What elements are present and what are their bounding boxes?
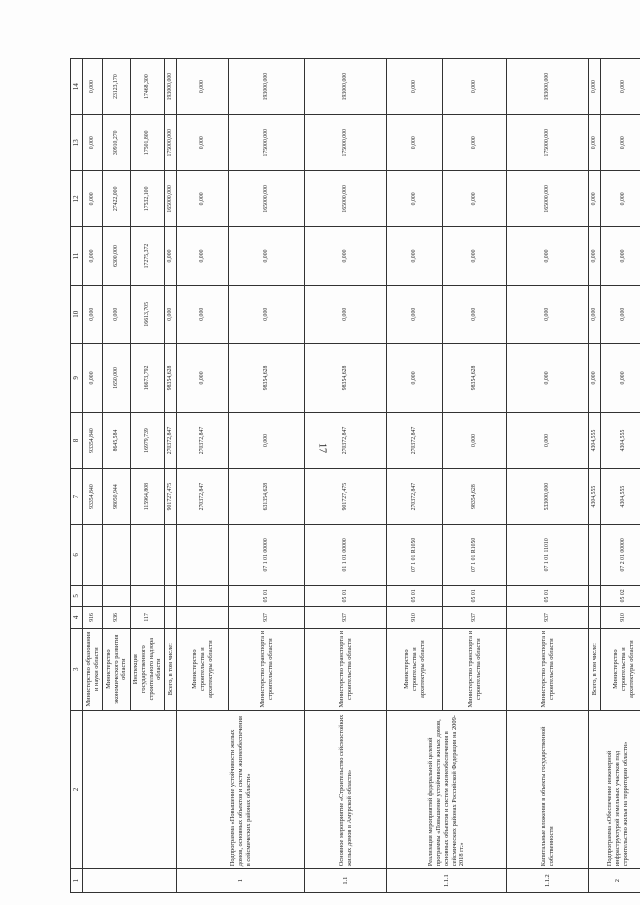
row-number: 1.1.2 [507, 869, 589, 893]
rotated-table-container [70, 58, 635, 893]
column-header-3: 3 [71, 628, 83, 710]
column-header-11: 11 [71, 227, 83, 285]
column-header-6: 6 [71, 525, 83, 585]
value-cell-col7: 901727,475 [165, 469, 177, 525]
executor-cell: Министерство транспорта и строительства области [507, 628, 589, 710]
value-cell-col6: 07 1 01 00000 [229, 525, 305, 585]
value-cell-col14: 193000,000 [165, 59, 177, 115]
row-number: 1.1 [305, 869, 387, 893]
value-cell-col11: 0,000 [601, 227, 640, 285]
value-cell-col10: 0,000 [443, 285, 507, 343]
column-header-2: 2 [71, 710, 83, 869]
value-cell-col7: 270372,847 [387, 469, 443, 525]
value-cell-col7: 115964,808 [131, 469, 165, 525]
value-cell-col10: 0,000 [387, 285, 443, 343]
value-cell-col10: 0,000 [103, 285, 131, 343]
value-cell-col10: 0,000 [177, 285, 229, 343]
value-cell-col9: 98354,628 [229, 343, 305, 412]
value-cell-col4: 916 [83, 607, 103, 629]
value-cell-col8: 0,000 [229, 412, 305, 468]
value-cell-col12: 17532,100 [131, 171, 165, 227]
value-cell-col4: 936 [103, 607, 131, 629]
executor-cell: Министерство транспорта и строительства области [305, 628, 387, 710]
value-cell-col4: 937 [507, 607, 589, 629]
value-cell-col5: 05 01 [387, 585, 443, 607]
value-cell-col8: 270372,847 [165, 412, 177, 468]
value-cell-col14: 0,000 [83, 59, 103, 115]
value-cell-col11: 0,000 [443, 227, 507, 285]
value-cell-col12: 27422,000 [103, 171, 131, 227]
row-number: 1.1.1 [387, 869, 507, 893]
column-header-5: 5 [71, 585, 83, 607]
program-name: Капитальные вложения в объекты государственной собственности [507, 710, 589, 869]
value-cell-col10: 0,000 [507, 285, 589, 343]
table-row [177, 59, 229, 893]
value-cell-col11: 0,000 [589, 227, 601, 285]
value-cell-col8: 0,000 [507, 412, 589, 468]
row-number [83, 869, 177, 893]
value-cell-col9: 0,000 [177, 343, 229, 412]
value-cell-col9: 98354,628 [165, 343, 177, 412]
value-cell-col13: 0,000 [443, 115, 507, 171]
value-cell-col6: 07 1 01 R1050 [443, 525, 507, 585]
value-cell-col14: 0,000 [177, 59, 229, 115]
value-cell-col5: 05 01 [229, 585, 305, 607]
value-cell-col11: 0,000 [507, 227, 589, 285]
row-number: 2 [589, 869, 640, 893]
column-header-1: 1 [71, 869, 83, 893]
value-cell-col5 [177, 585, 229, 607]
executor-cell: Министерство образования и науки области [83, 628, 103, 710]
value-cell-col5 [83, 585, 103, 607]
table-row [589, 59, 601, 893]
value-cell-col4 [165, 607, 177, 629]
value-cell-col6 [589, 525, 601, 585]
header-row [71, 59, 83, 893]
value-cell-col12: 165000,000 [165, 171, 177, 227]
value-cell-col13: 0,000 [601, 115, 640, 171]
program-name: Реализация мероприятий федеральной целевой программы «Повышение устойчивости жилых домов, основных объектов и систем жизнеобеспечения в сейсмических районах Российской Федерации на 2009-2018 гг.» [387, 710, 507, 869]
column-header-12: 12 [71, 171, 83, 227]
value-cell-col12: 0,000 [601, 171, 640, 227]
value-cell-col11: 0,000 [165, 227, 177, 285]
value-cell-col4: 937 [443, 607, 507, 629]
value-cell-col11: 17275,372 [131, 227, 165, 285]
value-cell-col10: 0,000 [83, 285, 103, 343]
program-name: Подпрограмма «Обеспечение инженерной инфраструктурой земельных участков под строительство жилья на территории области» [589, 710, 640, 869]
executor-cell: Всего, в том числе: [165, 628, 177, 710]
value-cell-col4 [177, 607, 229, 629]
value-cell-col9: 1650,000 [103, 343, 131, 412]
table-row [507, 59, 589, 893]
value-cell-col12: 0,000 [177, 171, 229, 227]
column-header-13: 13 [71, 115, 83, 171]
value-cell-col12: 0,000 [83, 171, 103, 227]
value-cell-col8: 270372,847 [387, 412, 443, 468]
value-cell-col11: 0,000 [229, 227, 305, 285]
table-row [387, 59, 443, 893]
value-cell-col5: 05 01 [443, 585, 507, 607]
value-cell-col6: 07 2 01 00000 [601, 525, 640, 585]
value-cell-col12: 0,000 [387, 171, 443, 227]
value-cell-col9: 0,000 [507, 343, 589, 412]
value-cell-col7: 98050,944 [103, 469, 131, 525]
value-cell-col12: 165000,000 [305, 171, 387, 227]
value-cell-col14: 0,000 [443, 59, 507, 115]
value-cell-col9: 98354,628 [305, 343, 387, 412]
executor-cell: Министерство экономического развития области [103, 628, 131, 710]
program-name: Основное мероприятие «Строительство сейсмостойких жилых домов в Амурской области» [305, 710, 387, 869]
value-cell-col13: 175000,000 [305, 115, 387, 171]
value-cell-col9: 98354,628 [443, 343, 507, 412]
value-cell-col14: 23123,170 [103, 59, 131, 115]
column-header-8: 8 [71, 412, 83, 468]
value-cell-col6: 07 1 01 R1050 [387, 525, 443, 585]
value-cell-col14: 17468,300 [131, 59, 165, 115]
program-name: Подпрограмма «Повышение устойчивости жилых домов, основных объектов и систем жизнеобеспечения в сейсмических районах области» [177, 710, 305, 869]
value-cell-col6 [103, 525, 131, 585]
value-cell-col5: 05 01 [305, 585, 387, 607]
executor-cell: Инспекция государственного строительного надзора области [131, 628, 165, 710]
page-number: 17 [316, 443, 328, 453]
value-cell-col7: 98354,628 [443, 469, 507, 525]
executor-cell: Министерство строительства и архитектуры области [387, 628, 443, 710]
column-header-9: 9 [71, 343, 83, 412]
executor-cell: Министерство строительства и архитектуры области [601, 628, 640, 710]
value-cell-col5 [589, 585, 601, 607]
value-cell-col13: 30910,270 [103, 115, 131, 171]
value-cell-col11: 0,000 [305, 227, 387, 285]
value-cell-col12: 0,000 [443, 171, 507, 227]
value-cell-col7: 270372,847 [177, 469, 229, 525]
value-cell-col6 [83, 525, 103, 585]
value-cell-col9: 0,000 [589, 343, 601, 412]
value-cell-col6 [177, 525, 229, 585]
value-cell-col11: 0,000 [387, 227, 443, 285]
value-cell-col4: 910 [387, 607, 443, 629]
value-cell-col10: 0,000 [305, 285, 387, 343]
value-cell-col14: 193000,000 [305, 59, 387, 115]
value-cell-col12: 165000,000 [229, 171, 305, 227]
value-cell-col4: 117 [131, 607, 165, 629]
value-cell-col8: 4304,555 [601, 412, 640, 468]
executor-cell: Всего, в том числе: [589, 628, 601, 710]
value-cell-col9: 0,000 [83, 343, 103, 412]
value-cell-col4 [589, 607, 601, 629]
column-header-7: 7 [71, 469, 83, 525]
value-cell-col8: 270372,847 [305, 412, 387, 468]
value-cell-col5: 05 01 [507, 585, 589, 607]
column-header-10: 10 [71, 285, 83, 343]
value-cell-col8: 8645,584 [103, 412, 131, 468]
value-cell-col8: 0,000 [443, 412, 507, 468]
value-cell-col13: 0,000 [83, 115, 103, 171]
value-cell-col13: 17501,800 [131, 115, 165, 171]
value-cell-col9: 0,000 [601, 343, 640, 412]
value-cell-col8: 16979,739 [131, 412, 165, 468]
value-cell-col5: 05 02 [601, 585, 640, 607]
value-cell-col14: 193000,000 [507, 59, 589, 115]
value-cell-col13: 0,000 [177, 115, 229, 171]
value-cell-col13: 0,000 [387, 115, 443, 171]
value-cell-col5 [103, 585, 131, 607]
value-cell-col13: 175000,000 [229, 115, 305, 171]
value-cell-col4: 910 [601, 607, 640, 629]
row-number: 1 [177, 869, 305, 893]
table-row [83, 59, 103, 893]
value-cell-col9: 0,000 [387, 343, 443, 412]
value-cell-col10: 0,000 [165, 285, 177, 343]
value-cell-col10: 0,000 [589, 285, 601, 343]
value-cell-col6 [131, 525, 165, 585]
value-cell-col10: 0,000 [229, 285, 305, 343]
value-cell-col7: 533000,000 [507, 469, 589, 525]
value-cell-col10: 0,000 [601, 285, 640, 343]
value-cell-col5 [165, 585, 177, 607]
executor-cell: Министерство транспорта и строительства области [443, 628, 507, 710]
column-header-4: 4 [71, 607, 83, 629]
value-cell-col14: 193000,000 [229, 59, 305, 115]
value-cell-col13: 175000,000 [507, 115, 589, 171]
value-cell-col11: 0,000 [83, 227, 103, 285]
value-cell-col13: 175000,000 [165, 115, 177, 171]
value-cell-col7: 93354,840 [83, 469, 103, 525]
value-cell-col6: 07 1 01 11010 [507, 525, 589, 585]
value-cell-col10: 16613,705 [131, 285, 165, 343]
value-cell-col8: 93354,840 [83, 412, 103, 468]
value-cell-col12: 0,000 [589, 171, 601, 227]
executor-cell: Министерство строительства и архитектуры области [177, 628, 229, 710]
value-cell-col7: 4304,555 [601, 469, 640, 525]
value-cell-col6: 01 1 01 00000 [305, 525, 387, 585]
value-cell-col11: 0,000 [177, 227, 229, 285]
value-cell-col12: 165000,000 [507, 171, 589, 227]
executor-cell: Министерство транспорта и строительства области [229, 628, 305, 710]
table-row [305, 59, 387, 893]
column-header-14: 14 [71, 59, 83, 115]
value-cell-col14: 0,000 [589, 59, 601, 115]
value-cell-col7: 631354,628 [229, 469, 305, 525]
value-cell-col6 [165, 525, 177, 585]
value-cell-col14: 0,000 [387, 59, 443, 115]
value-cell-col4: 937 [305, 607, 387, 629]
value-cell-col5 [131, 585, 165, 607]
value-cell-col13: 0,000 [589, 115, 601, 171]
value-cell-col14: 0,000 [601, 59, 640, 115]
value-cell-col7: 901727,475 [305, 469, 387, 525]
budget-table [70, 58, 640, 893]
value-cell-col4: 937 [229, 607, 305, 629]
value-cell-col7: 4304,555 [589, 469, 601, 525]
value-cell-col11: 6300,000 [103, 227, 131, 285]
value-cell-col9: 16673,792 [131, 343, 165, 412]
value-cell-col8: 270372,847 [177, 412, 229, 468]
program-name [83, 710, 177, 869]
value-cell-col8: 4304,555 [589, 412, 601, 468]
